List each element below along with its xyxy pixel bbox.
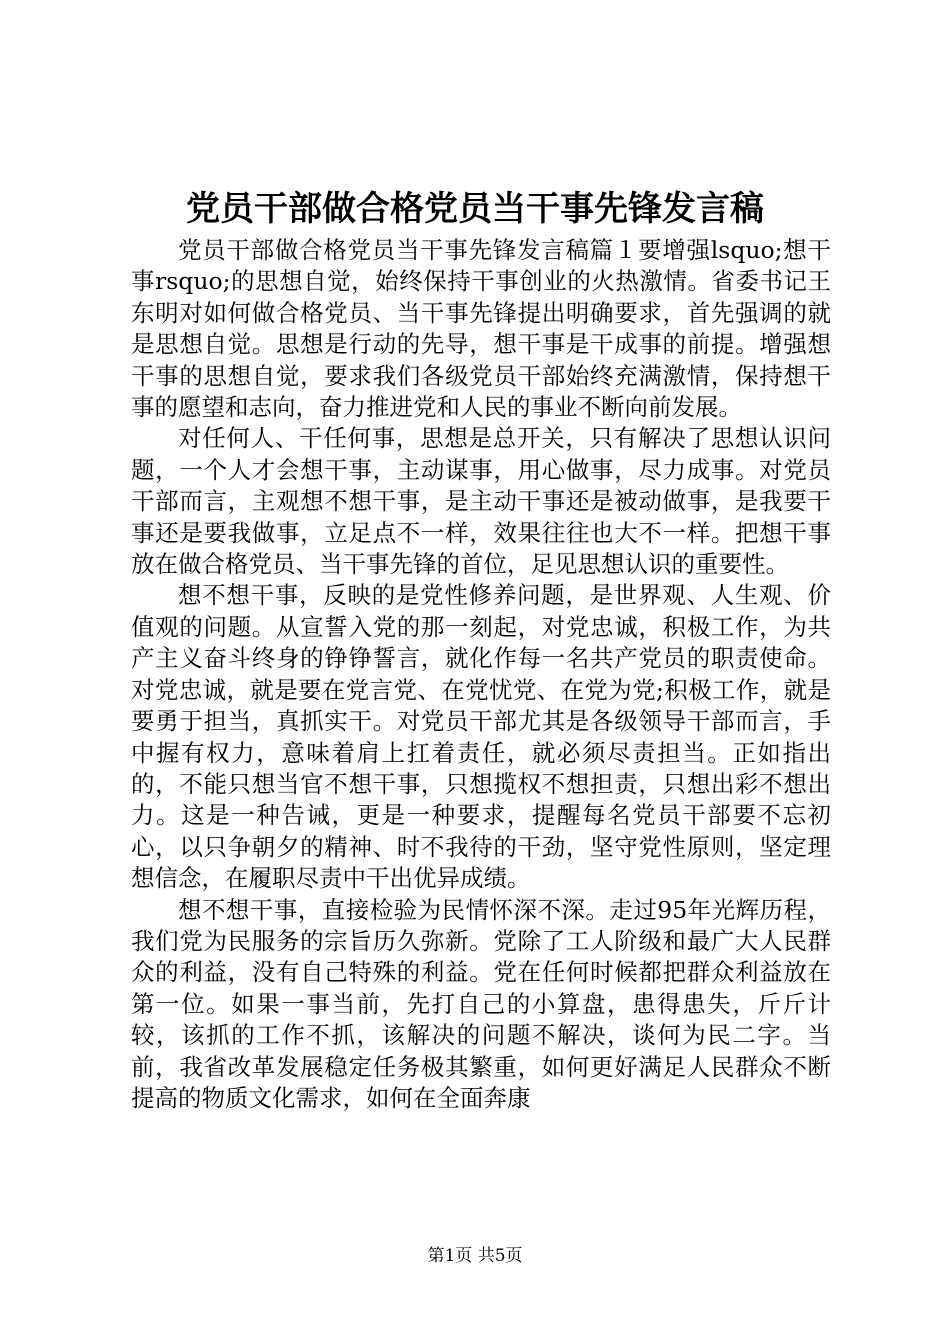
paragraph-2: 对任何人、干任何事，思想是总开关，只有解决了思想认识问题，一个人才会想干事，主动谋事，用心做事，尽力成事。对党员干部而言，主观想不想干事，是主动干事还是被动做事，是我要干事还是要我做事，立足点不一样，效果往往也大不一样。把想干事放在做合格党员、当干事先锋的首位，足见思想认识的重要性。 (131, 424, 831, 579)
paragraph-3: 想不想干事，反映的是党性修养问题，是世界观、人生观、价值观的问题。从宣誓入党的那一刻起，对党忠诚，积极工作，为共产主义奋斗终身的铮铮誓言，就化作每一名共产党员的职责使命。对党忠诚，就是要在党言党、在党忧党、在党为党;积极工作，就是要勇于担当，真抓实干。对党员干部尤其是各级领导干部而言，手中握有权力，意味着肩上扛着责任，就必须尽责担当。正如指出的，不能只想当官不想干事，只想揽权不想担责，只想出彩不想出力。这是一种告诫，更是一种要求，提醒每名党员干部要不忘初心，以只争朝夕的精神、时不我待的干劲，坚守党性原则，坚定理想信念，在履职尽责中干出优异成绩。 (131, 581, 831, 893)
page-footer: 第1页 共5页 (427, 1246, 523, 1266)
paragraph-4: 想不想干事，直接检验为民情怀深不深。走过95年光辉历程，我们党为民服务的宗旨历久弥新。党除了工人阶级和最广大人民群众的利益，没有自己特殊的利益。党在任何时候都把群众利益放在第一位。如果一事当前，先打自己的小算盘，患得患失，斤斤计较，该抓的工作不抓，该解决的问题不解决，谈何为民二字。当前，我省改革发展稳定任务极其繁重，如何更好满足人民群众不断提高的物质文化需求，如何在全面奔康 (131, 895, 831, 1112)
document-body (131, 235, 831, 1114)
paragraph-1: 党员干部做合格党员当干事先锋发言稿篇１要增强lsquo;想干事rsquo;的思想自觉，始终保持干事创业的火热激情。省委书记王东明对如何做合格党员、当干事先锋提出明确要求，首先强调的就是思想自觉。思想是行动的先导，想干事是干成事的前提。增强想干事的思想自觉，要求我们各级党员干部始终充满激情，保持想干事的愿望和志向，奋力推进党和人民的事业不断向前发展。 (131, 236, 831, 422)
document-title: 党员干部做合格党员当干事先锋发言稿 (186, 189, 764, 229)
